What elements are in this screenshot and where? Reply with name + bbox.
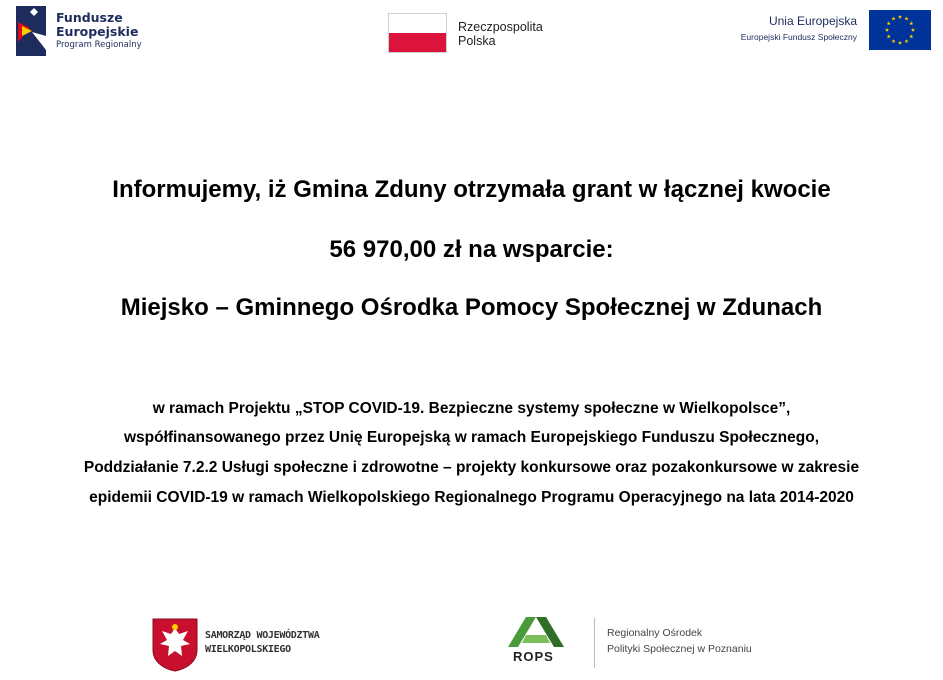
heading-amount: 56 970,00 zł na wsparcie:	[329, 236, 614, 263]
desc-line1: w ramach Projektu „STOP COVID-19. Bezpieczne systemy społeczne w Wielkopolsce”,	[152, 400, 791, 417]
rp-line1: Rzeczpospolita	[458, 20, 543, 34]
heading-recipient: Miejsko – Gminnego Ośrodka Pomocy Społecznej w Zdunach	[120, 294, 823, 321]
rops-line1: Regionalny Ośrodek	[607, 627, 703, 639]
rops-icon	[508, 615, 564, 649]
fundusze-line1: Fundusze	[56, 10, 123, 25]
samorzad-wielkopolska-logo	[152, 618, 332, 672]
ue-line1: Unia Europejska	[768, 14, 857, 28]
samorzad-line2: WIELKOPOLSKIEGO	[205, 644, 291, 655]
ue-line2: Europejski Fundusz Społeczny	[740, 32, 857, 42]
polish-flag-icon	[388, 13, 447, 53]
rzeczpospolita-polska-logo	[388, 13, 568, 55]
rops-divider	[594, 618, 595, 668]
desc-line4: epidemii COVID-19 w ramach Wielkopolskiego Regionalnego Programu Operacyjnego na lata 2014-2020	[89, 489, 854, 506]
fundusze-line2: Europejskie	[56, 24, 139, 39]
fundusze-europejskie-logo	[16, 6, 166, 58]
fundusze-europejskie-icon	[16, 6, 52, 56]
rops-logo	[508, 615, 773, 675]
fundusze-line3: Program Regionalny	[56, 40, 142, 50]
rp-line2: Polska	[458, 34, 496, 48]
samorzad-line1: SAMORZĄD WOJEWÓDZTWA	[205, 630, 320, 641]
rops-line2: Polityki Społecznej w Poznaniu	[607, 643, 752, 655]
desc-line2: współfinansowanego przez Unię Europejską w ramach Europejskiego Funduszu Społecznego,	[123, 429, 820, 446]
eu-flag-icon	[869, 10, 931, 50]
rops-label: ROPS	[513, 649, 554, 664]
desc-line3: Poddziałanie 7.2.2 Usługi społeczne i zdrowotne – projekty konkursowe oraz pozakonkursowe w zakresie	[83, 459, 860, 476]
unia-europejska-logo	[720, 8, 935, 52]
heading-grant-info: Informujemy, iż Gmina Zduny otrzymała grant w łącznej kwocie	[112, 176, 831, 203]
wielkopolska-coat-of-arms-icon	[152, 618, 198, 672]
